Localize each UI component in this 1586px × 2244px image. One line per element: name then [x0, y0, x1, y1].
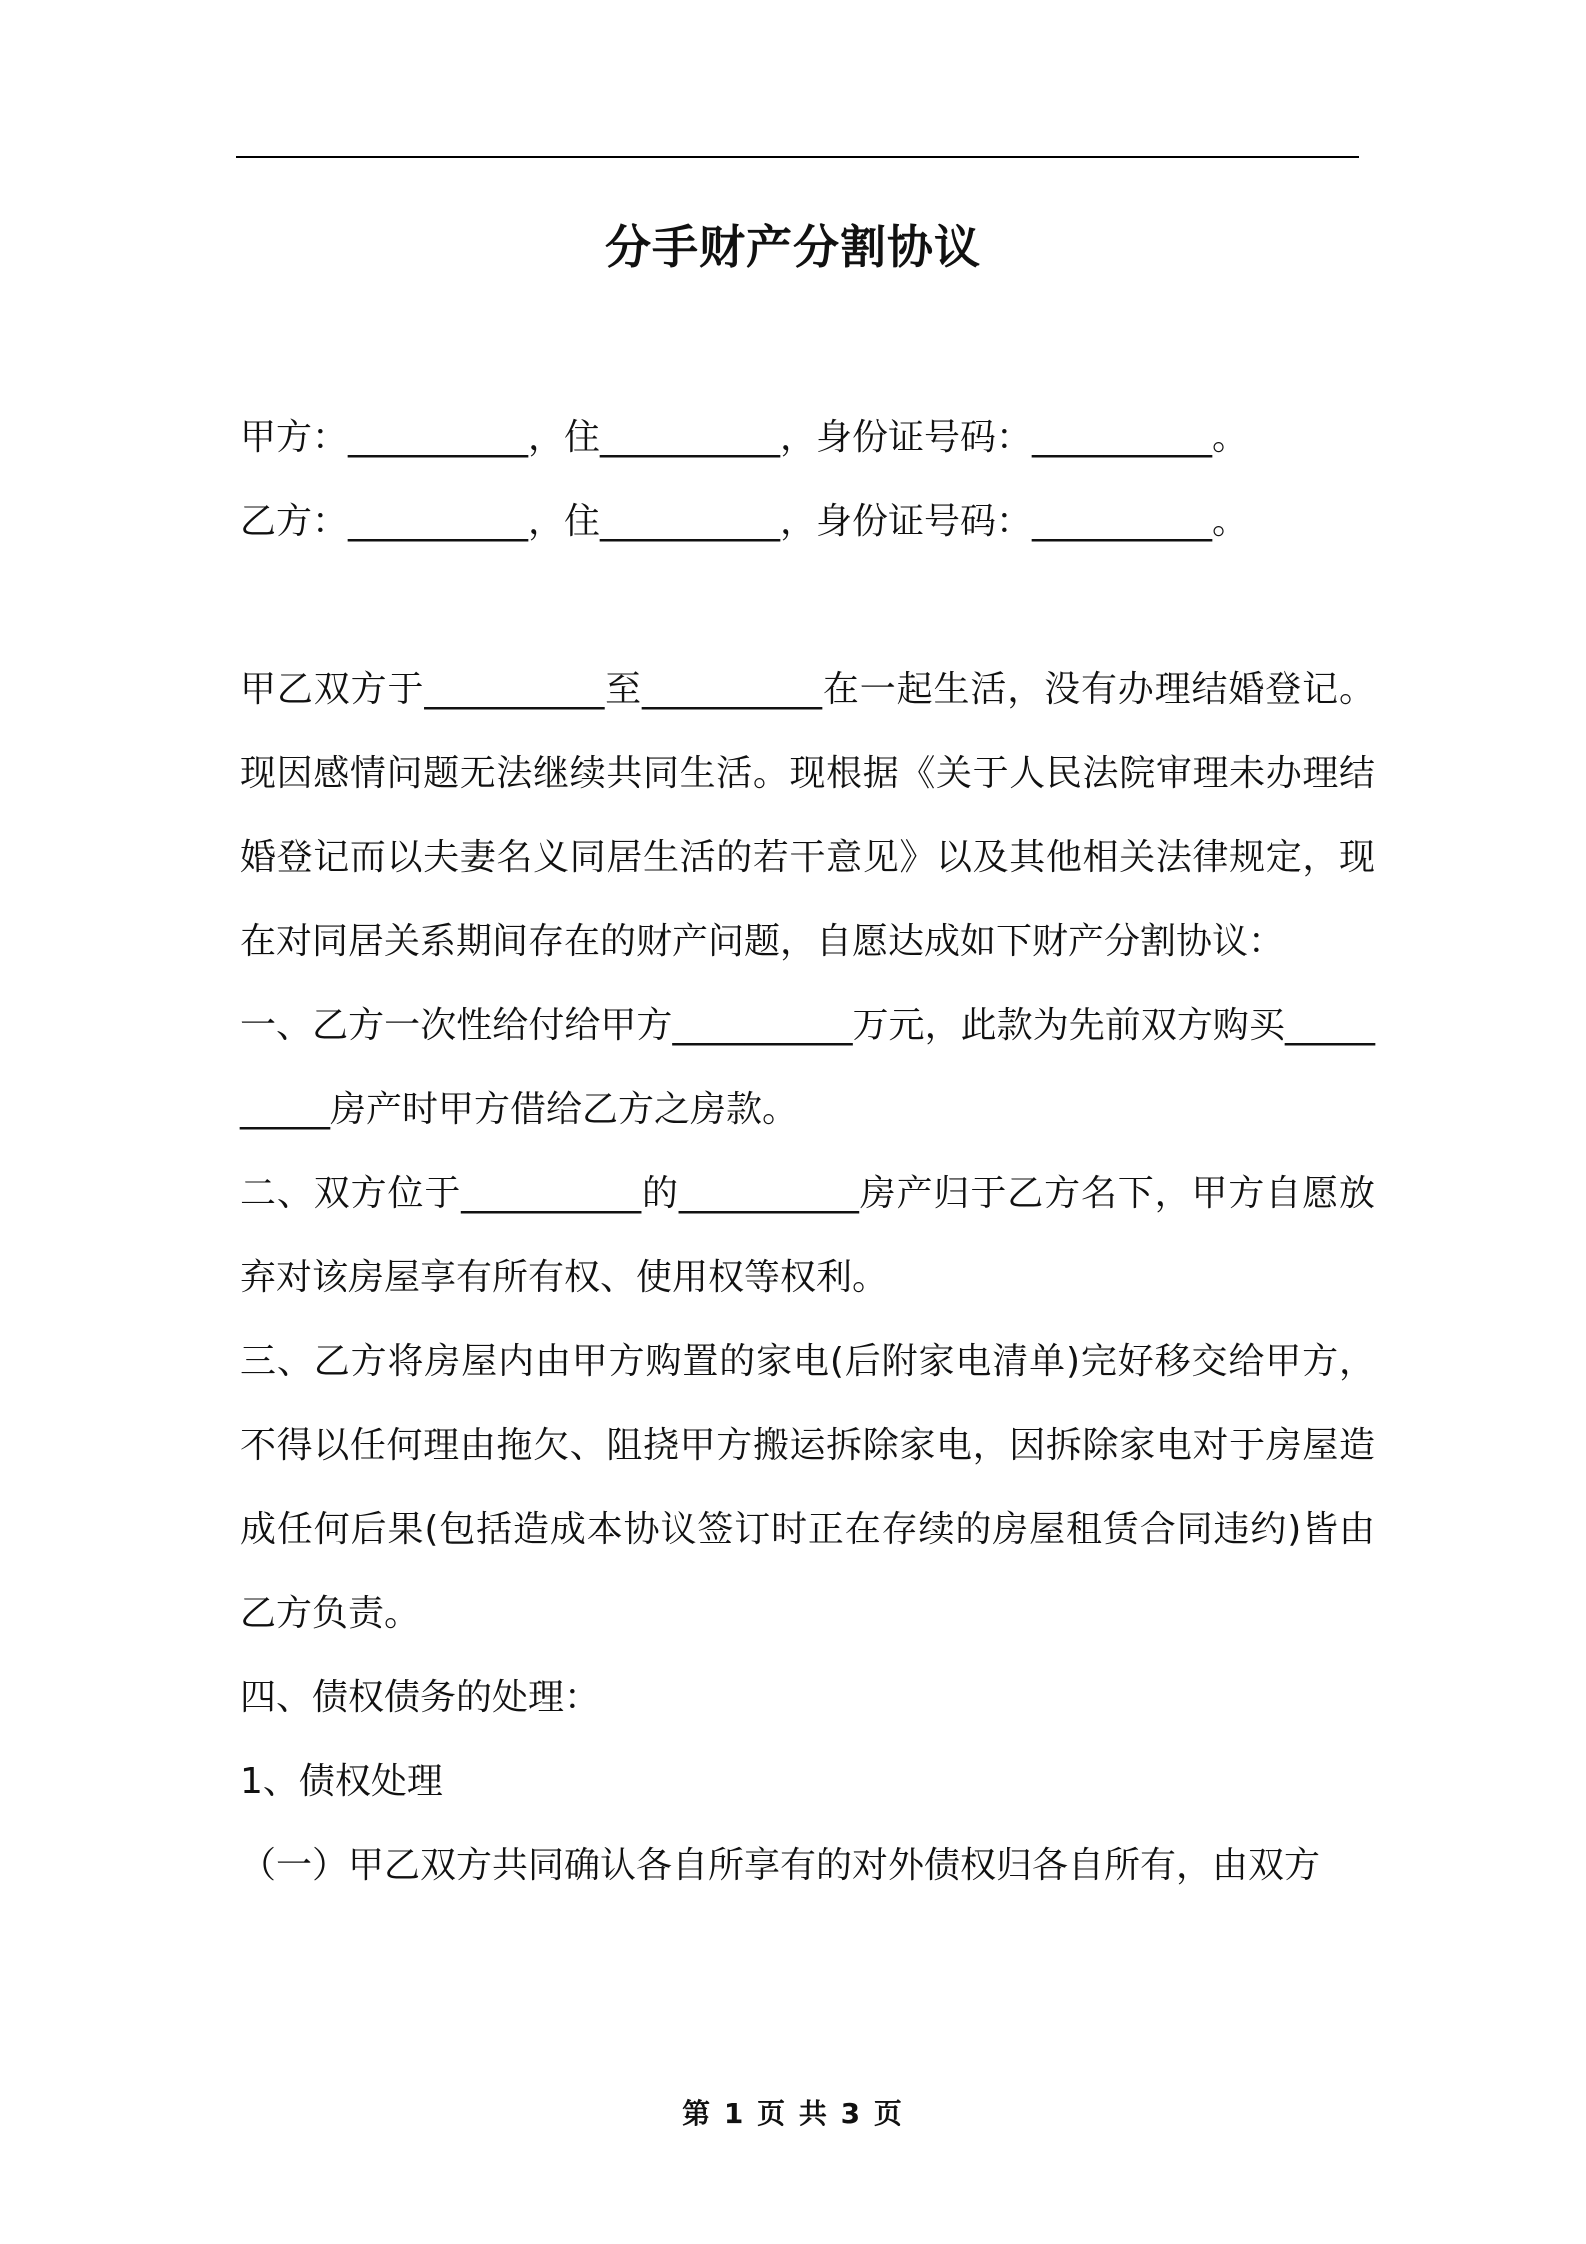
clause-one: 一、乙方一次性给付给甲方__________万元，此款为先前双方购买__________房产时甲方借给乙方之房款。 [240, 1005, 1375, 1130]
clause-two: 二、双方位于__________的__________房产归于乙方名下，甲方自愿放弃对该房屋享有所有权、使用权等权利。 [240, 1173, 1375, 1298]
party-a-line: 甲方：__________，住__________，身份证号码：__________。 [240, 417, 1249, 458]
intro-paragraph: 甲乙双方于__________至__________在一起生活，没有办理结婚登记。现因感情问题无法继续共同生活。现根据《关于人民法院审理未办理结婚登记而以夫妻名义同居生活的若干意见》以及其他相关法律规定，现在对同居关系期间存在的财产问题，自愿达成如下财产分割协议： [240, 669, 1375, 962]
clause-four-heading: 四、债权债务的处理： [240, 1677, 601, 1718]
page-footer: 第 1 页 共 3 页 [682, 2097, 904, 2130]
party-b-line: 乙方：__________，住__________，身份证号码：__________。 [240, 501, 1249, 542]
subsection-heading: 1、债权处理 [240, 1761, 443, 1802]
agreement-body [240, 648, 1375, 1908]
subsection-item: （一）甲乙双方共同确认各自所享有的对外债权归各自所有，由双方 [240, 1845, 1321, 1886]
header-rule [236, 156, 1359, 158]
clause-three: 三、乙方将房屋内由甲方购置的家电(后附家电清单)完好移交给甲方，不得以任何理由拖欠、阻挠甲方搬运拆除家电，因拆除家电对于房屋造成任何后果(包括造成本协议签订时正在存续的房屋租赁合同违约)皆由乙方负责。 [240, 1341, 1375, 1634]
document-title: 分手财产分割协议 [605, 220, 981, 274]
